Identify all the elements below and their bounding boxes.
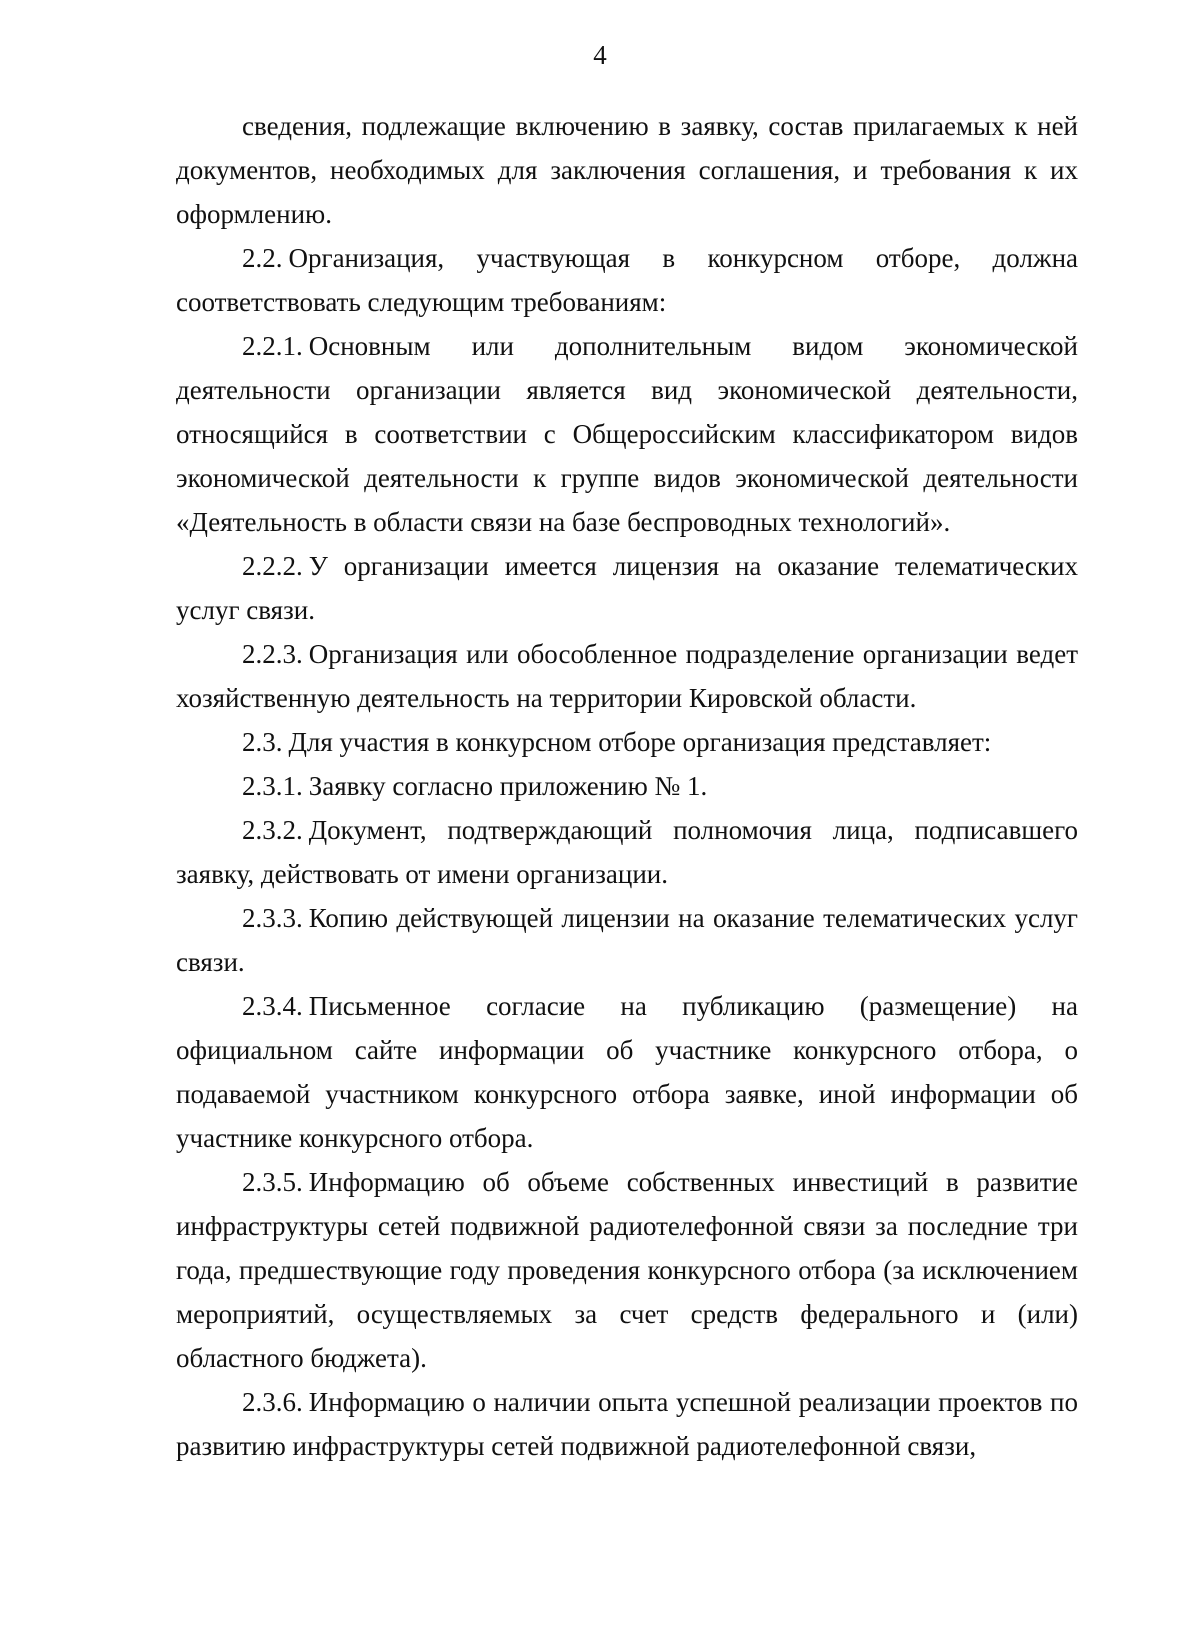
- paragraph-text: У организации имеется лицензия на оказание телематических услуг связи.: [176, 551, 1078, 625]
- paragraph-number: 2.3.: [242, 727, 283, 757]
- paragraph-number: 2.3.4.: [242, 991, 303, 1021]
- document-body: [176, 104, 1078, 1468]
- paragraph-2-3-3: [176, 896, 1078, 984]
- paragraph-continuation: [176, 104, 1078, 236]
- paragraph-2-2-1: [176, 324, 1078, 544]
- paragraph-number: 2.3.2.: [242, 815, 303, 845]
- paragraph-number: 2.2.1.: [242, 331, 303, 361]
- paragraph-2-3-6: [176, 1380, 1078, 1468]
- paragraph-text: Организация или обособленное подразделение организации ведет хозяйственную деятельность на территории Кировской области.: [176, 639, 1078, 713]
- paragraph-number: 2.2.3.: [242, 639, 303, 669]
- paragraph-text: Для участия в конкурсном отборе организация представляет:: [288, 727, 992, 757]
- paragraph-2-2-3: [176, 632, 1078, 720]
- paragraph-text: Копию действующей лицензии на оказание телематических услуг связи.: [176, 903, 1078, 977]
- paragraph-text: Письменное согласие на публикацию (размещение) на официальном сайте информации об участнике конкурсного отбора, о подаваемой участником конкурсного отбора заявке, иной информации об участнике конкурсного отбора.: [176, 991, 1078, 1153]
- paragraph-text: сведения, подлежащие включению в заявку, состав прилагаемых к ней документов, необходимых для заключения соглашения, и требования к их оформлению.: [176, 111, 1078, 229]
- paragraph-text: Основным или дополнительным видом экономической деятельности организации является вид экономической деятельности, относящийся в соответствии с Общероссийским классификатором видов экономической деятельности к группе видов экономической деятельности «Деятельность в области связи на базе беспроводных технологий».: [176, 331, 1078, 537]
- paragraph-2-3: [176, 720, 1078, 764]
- paragraph-number: 2.3.5.: [242, 1167, 303, 1197]
- paragraph-text: Информацию об объеме собственных инвестиций в развитие инфраструктуры сетей подвижной радиотелефонной связи за последние три года, предшествующие году проведения конкурсного отбора (за исключением мероприятий, осуществляемых за счет средств федерального и (или) областного бюджета).: [176, 1167, 1078, 1373]
- paragraph-text: Заявку согласно приложению № 1.: [308, 771, 708, 801]
- paragraph-2-2-2: [176, 544, 1078, 632]
- paragraph-2-3-1: [176, 764, 1078, 808]
- paragraph-number: 2.3.1.: [242, 771, 303, 801]
- paragraph-2-3-4: [176, 984, 1078, 1160]
- paragraph-2-2: [176, 236, 1078, 324]
- paragraph-2-3-5: [176, 1160, 1078, 1380]
- paragraph-text: Документ, подтверждающий полномочия лица, подписавшего заявку, действовать от имени организации.: [176, 815, 1078, 889]
- paragraph-text: Организация, участвующая в конкурсном отборе, должна соответствовать следующим требованиям:: [176, 243, 1078, 317]
- paragraph-number: 2.3.3.: [242, 903, 303, 933]
- page-number: 4: [593, 40, 607, 70]
- paragraph-text: Информацию о наличии опыта успешной реализации проектов по развитию инфраструктуры сетей подвижной радиотелефонной связи,: [176, 1387, 1078, 1461]
- paragraph-number: 2.3.6.: [242, 1387, 303, 1417]
- paragraph-number: 2.2.2.: [242, 551, 303, 581]
- paragraph-2-3-2: [176, 808, 1078, 896]
- paragraph-number: 2.2.: [242, 243, 283, 273]
